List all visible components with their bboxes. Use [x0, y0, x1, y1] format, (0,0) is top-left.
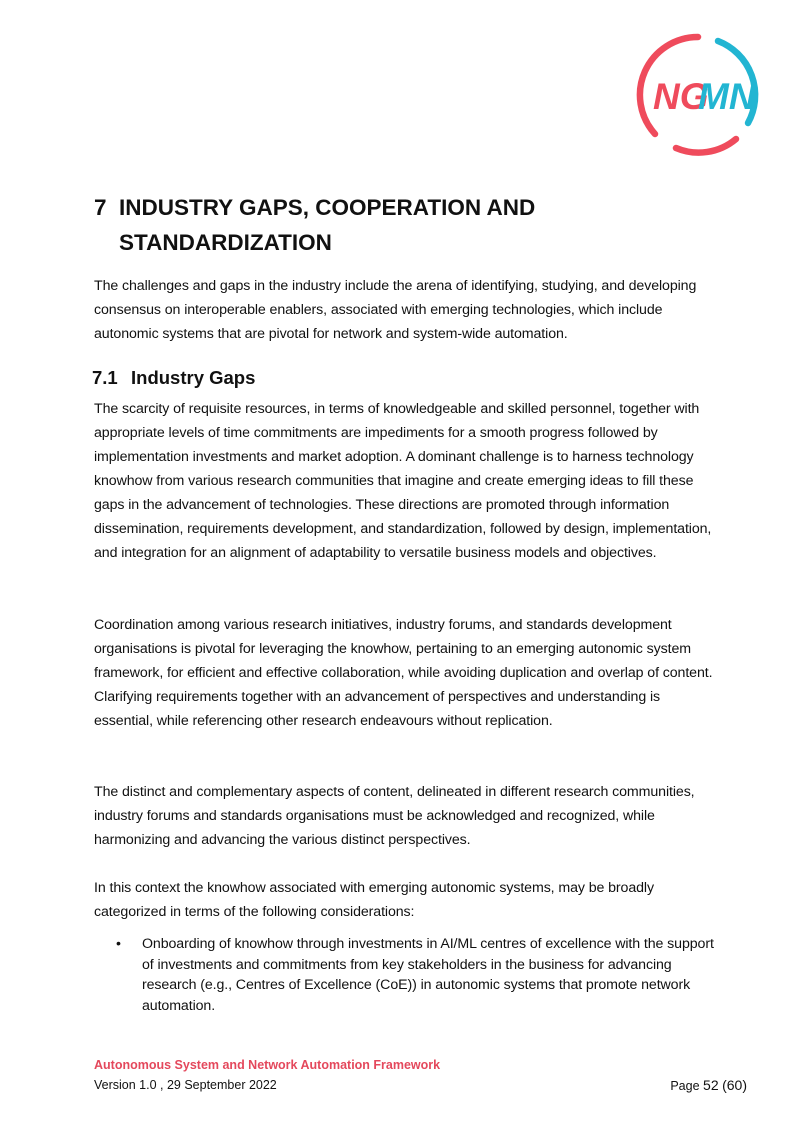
intro-paragraph: The challenges and gaps in the industry include the arena of identifying, studying, and developing consensus on interoperable enablers, associated with emerging technologies, which include autonomic systems that are pivotal for network and system-wide automation. — [94, 278, 697, 342]
footer-page-number — [670, 1077, 747, 1093]
section-number: 7.1 — [92, 367, 118, 388]
footer-document-title: Autonomous System and Network Automation Framework — [94, 1058, 441, 1072]
page-total: (60) — [722, 1077, 747, 1093]
chapter-number: 7 — [94, 195, 107, 220]
page-label: Page — [670, 1079, 700, 1093]
bullet-icon: • — [116, 936, 121, 952]
chapter-heading — [94, 190, 714, 260]
considerations-list — [94, 934, 714, 1016]
section-heading — [92, 363, 255, 393]
logo-ring-red-lower — [676, 139, 736, 153]
footer-version: Version 1.0 , 29 September 2022 — [94, 1078, 277, 1092]
logo-text-ng: NG — [653, 76, 709, 117]
paragraph-4: In this context the knowhow associated with emerging autonomic systems, may be broadly categorized in terms of the following considerations: — [94, 880, 654, 920]
ngmn-logo — [636, 33, 760, 157]
logo-text-mn: MN — [698, 76, 756, 117]
list-item-text: Onboarding of knowhow through investments in AI/ML centres of excellence with the support of investments and commitments from key stakeholders in the business for advancing research (e.g., Centres of Excellence (CoE)) in autonomic systems that promote network automation. — [142, 936, 714, 1014]
section-title: Industry Gaps — [131, 367, 256, 388]
paragraph-3: The distinct and complementary aspects of content, delineated in different research communities, industry forums and standards organisations must be acknowledged and recognized, while harmonizing and advancing the various distinct perspectives. — [94, 784, 695, 848]
list-item — [94, 934, 714, 1016]
paragraph-1: The scarcity of requisite resources, in terms of knowledgeable and skilled personnel, together with appropriate levels of time commitments are impediments for a smooth progress followed by implementation investments and market adoption. A dominant challenge is to harness technology knowhow from various research communities that imagine and create emerging ideas to fill these gaps in the advancement of technologies. These directions are promoted through information dissemination, requirements development, and standardization, followed by design, implementation, and integration for an alignment of adaptability to versatile business models and objectives. — [94, 401, 712, 561]
chapter-title: INDUSTRY GAPS, COOPERATION AND STANDARDIZATION — [119, 195, 536, 255]
paragraph-2: Coordination among various research initiatives, industry forums, and standards development organisations is pivotal for leveraging the knowhow, pertaining to an emerging autonomic system framework, for efficient and effective collaboration, while avoiding duplication and overlap of content. Clarifying requirements together with an advancement of perspectives and understanding is essential, while referencing other research endeavours without replication. — [94, 617, 713, 729]
page-number: 52 — [703, 1077, 719, 1093]
